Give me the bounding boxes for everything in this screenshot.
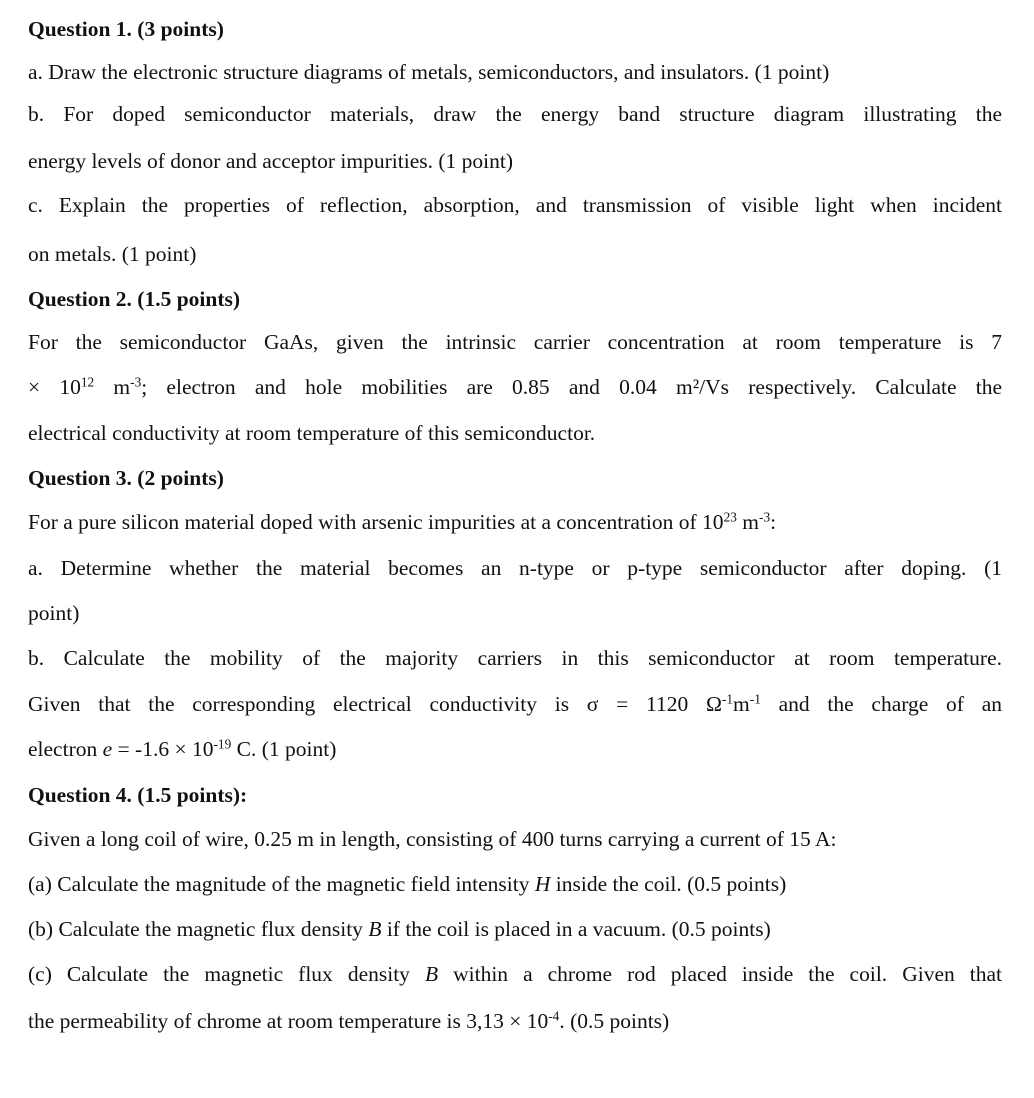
question-3b-text-line2 bbox=[28, 689, 1002, 719]
question-1c-text-line1: c. Explain the properties of reflection, absorption, and transmission of visible light when incident bbox=[28, 193, 1002, 217]
q3b-line3-pre: electron bbox=[28, 737, 103, 761]
question-4c-text-line1 bbox=[28, 959, 1002, 989]
q4b-variable-b: B bbox=[368, 917, 382, 941]
question-4c-text-line2 bbox=[28, 1006, 1002, 1036]
question-4-intro: Given a long coil of wire, 0.25 m in length, consisting of 400 turns carrying a current of 15 A: bbox=[28, 827, 837, 851]
question-3a-text-line2: point) bbox=[28, 601, 80, 625]
q4a-variable-h: H bbox=[534, 872, 551, 896]
q4c-line2-pre: the permeability of chrome at room temperature is 3,13 × 10 bbox=[28, 1009, 549, 1033]
q4c-exponent-minus4: -4 bbox=[548, 1008, 560, 1024]
question-2-text-line3: electrical conductivity at room temperature of this semiconductor. bbox=[28, 421, 596, 445]
q4c-variable-b: B bbox=[424, 962, 439, 986]
q2-line2-post: ; electron and hole mobilities are 0.85 and 0.04 m²/Vs respectively. Calculate the bbox=[141, 375, 1002, 399]
q2-exponent-12: 12 bbox=[80, 374, 95, 390]
q4c-line2-post: . (0.5 points) bbox=[559, 1009, 670, 1033]
q4b-pre: (b) Calculate the magnetic flux density bbox=[28, 917, 369, 941]
q3-exponent-23: 23 bbox=[723, 509, 737, 525]
q3b-line2-post: and the charge of an bbox=[760, 692, 1002, 716]
question-2-heading: Question 2. (1.5 points) bbox=[28, 287, 241, 311]
q2-unit: m bbox=[94, 375, 131, 399]
q3-exponent-minus3: -3 bbox=[759, 509, 771, 525]
question-2-text-line2 bbox=[28, 372, 1002, 402]
q3b-electron-variable: e bbox=[102, 737, 113, 761]
q3b-exponent-ohm: -1 bbox=[721, 691, 734, 707]
question-1b-text-line1: b. For doped semiconductor materials, draw the energy band structure diagram illustrating the bbox=[28, 102, 1002, 126]
question-4-heading: Question 4. (1.5 points): bbox=[28, 783, 248, 807]
question-4b-text bbox=[28, 914, 1002, 944]
q4c-post: within a chrome rod placed inside the coil. Given that bbox=[438, 962, 1002, 986]
question-2-text-line1: For the semiconductor GaAs, given the intrinsic carrier concentration at room temperature is 7 bbox=[28, 330, 1002, 354]
q3b-unit-m: m bbox=[733, 692, 750, 716]
question-3a-text-line1: a. Determine whether the material becomes an n-type or p-type semiconductor after doping. (1 bbox=[28, 556, 1002, 580]
q3-intro-pre: For a pure silicon material doped with arsenic impurities at a concentration of 10 bbox=[28, 510, 724, 534]
q2-line2-pre: × 10 bbox=[28, 375, 81, 399]
question-1c-text-line2: on metals. (1 point) bbox=[28, 242, 197, 266]
q3b-line3-post: C. (1 point) bbox=[231, 737, 337, 761]
q4b-post: if the coil is placed in a vacuum. (0.5 points) bbox=[381, 917, 771, 941]
question-4a-text bbox=[28, 869, 1002, 899]
q3-intro-post: : bbox=[770, 510, 777, 534]
q2-exponent-minus3: -3 bbox=[130, 374, 142, 390]
q3b-exponent-m: -1 bbox=[749, 691, 761, 707]
question-3b-text-line1: b. Calculate the mobility of the majority carriers in this semiconductor at room temperature. bbox=[28, 646, 1002, 670]
question-3-heading: Question 3. (2 points) bbox=[28, 466, 224, 490]
q4a-post: inside the coil. (0.5 points) bbox=[550, 872, 787, 896]
q4a-pre: (a) Calculate the magnitude of the magnetic field intensity bbox=[28, 872, 535, 896]
question-1b-text-line2: energy levels of donor and acceptor impurities. (1 point) bbox=[28, 149, 513, 173]
q3-intro-unit: m bbox=[736, 510, 759, 534]
q3b-exponent-minus19: -19 bbox=[213, 736, 232, 752]
question-3-intro bbox=[28, 507, 1002, 537]
question-3b-text-line3 bbox=[28, 734, 1002, 764]
question-1-heading: Question 1. (3 points) bbox=[28, 17, 224, 41]
q4c-pre: (c) Calculate the magnetic flux density bbox=[28, 962, 425, 986]
question-1a-text: a. Draw the electronic structure diagrams of metals, semiconductors, and insulators. (1 point) bbox=[28, 60, 830, 84]
q3b-line3-mid: = -1.6 × 10 bbox=[112, 737, 214, 761]
q3b-line2-pre: Given that the corresponding electrical conductivity is σ = 1120 Ω bbox=[28, 692, 722, 716]
